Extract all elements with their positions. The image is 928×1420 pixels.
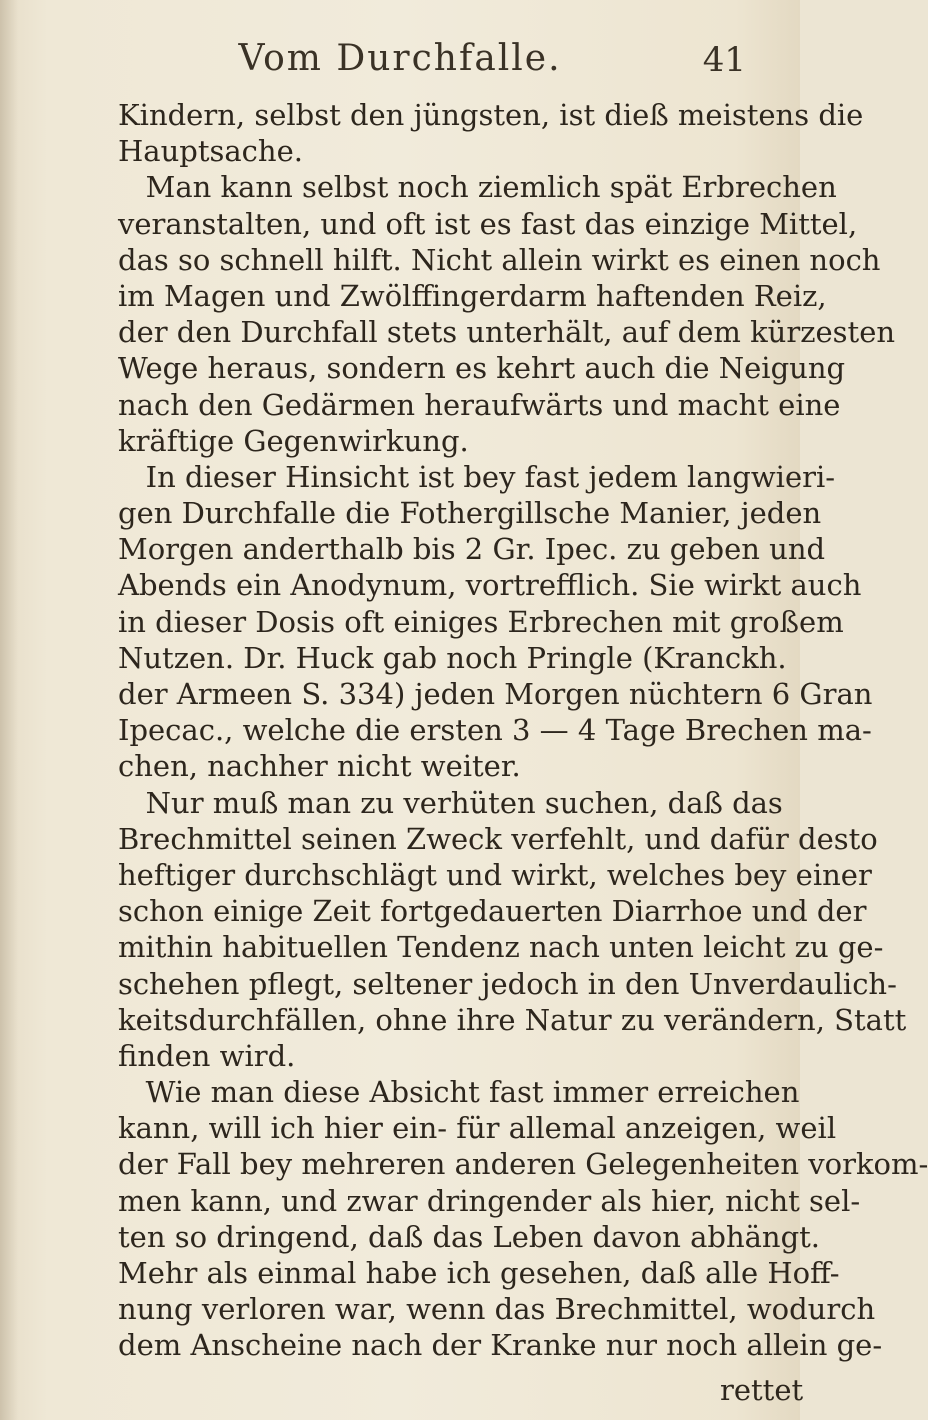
text-line: Ipecac., welche die ersten 3 — 4 Tage Brechen ma-	[118, 713, 872, 748]
text-line: der den Durchfall stets unterhält, auf dem kürzesten	[118, 315, 896, 350]
catchword: rettet	[720, 1373, 804, 1407]
text-line: ten so dringend, daß das Leben davon abhängt.	[118, 1219, 821, 1254]
text-line: im Magen und Zwölffingerdarm haftenden Reiz,	[118, 278, 827, 313]
text-line: keitsdurchfällen, ohne ihre Natur zu verändern, Statt	[118, 1002, 907, 1037]
text-line: der Fall bey mehreren anderen Gelegenheiten vorkom-	[118, 1147, 928, 1182]
text-line: Abends ein Anodynum, vortrefflich. Sie wirkt auch	[118, 568, 862, 603]
text-line: veranstalten, und oft ist es fast das einzige Mittel,	[118, 206, 858, 241]
text-line: Brechmittel seinen Zweck verfehlt, und dafür desto	[118, 821, 878, 856]
text-line: schehen pflegt, seltener jedoch in den Unverdaulich-	[118, 966, 897, 1001]
text-line: dem Anscheine nach der Kranke nur noch allein ge-	[118, 1328, 883, 1363]
text-line: nach den Gedärmen heraufwärts und macht eine	[118, 387, 841, 422]
text-line: Kindern, selbst den jüngsten, ist dieß meistens die	[118, 98, 864, 132]
text-line: finden wird.	[118, 1038, 296, 1073]
text-line: mithin habituellen Tendenz nach unten leicht zu ge-	[118, 930, 884, 965]
text-line: Nutzen. Dr. Huck gab noch Pringle (Kranckh.	[118, 640, 787, 675]
text-line: Mehr als einmal habe ich gesehen, daß alle Hoff-	[118, 1256, 840, 1290]
text-line: Morgen anderthalb bis 2 Gr. Ipec. zu geben und	[118, 532, 826, 567]
text-line: gen Durchfalle die Fothergillsche Manier, jeden	[118, 496, 822, 531]
text-line: chen, nachher nicht weiter.	[118, 749, 521, 784]
text-line: Man kann selbst noch ziemlich spät Erbrechen	[118, 170, 837, 205]
text-line: schon einige Zeit fortgedauerten Diarrhoe und der	[118, 894, 867, 929]
text-line: In dieser Hinsicht ist bey fast jedem langwieri-	[118, 459, 836, 494]
text-line: Wege heraus, sondern es kehrt auch die Neigung	[118, 351, 846, 386]
text-line: nung verloren war, wenn das Brechmittel, wodurch	[118, 1292, 876, 1327]
text-line: heftiger durchschlägt und wirkt, welches bey einer	[118, 857, 872, 892]
text-line: Wie man diese Absicht fast immer erreichen	[118, 1075, 800, 1110]
text-line: kräftige Gegenwirkung.	[118, 423, 469, 458]
text-line: das so schnell hilft. Nicht allein wirkt es einen noch	[118, 242, 881, 277]
running-title: Vom Durchfalle.	[238, 38, 562, 79]
text-line: men kann, und zwar dringender als hier, nicht sel-	[118, 1183, 861, 1218]
text-line: Nur muß man zu verhüten suchen, daß das	[118, 785, 783, 820]
text-line: Hauptsache.	[118, 134, 303, 169]
running-head	[0, 38, 800, 88]
text-line: kann, will ich hier ein- für allemal anzeigen, weil	[118, 1111, 837, 1146]
text-line: in dieser Dosis oft einiges Erbrechen mit großem	[118, 604, 844, 639]
body-text	[118, 97, 928, 1364]
page-number: 41	[702, 40, 746, 80]
text-line: der Armeen S. 334) jeden Morgen nüchtern 6 Gran	[118, 677, 873, 711]
gutter-shadow	[0, 0, 18, 1420]
